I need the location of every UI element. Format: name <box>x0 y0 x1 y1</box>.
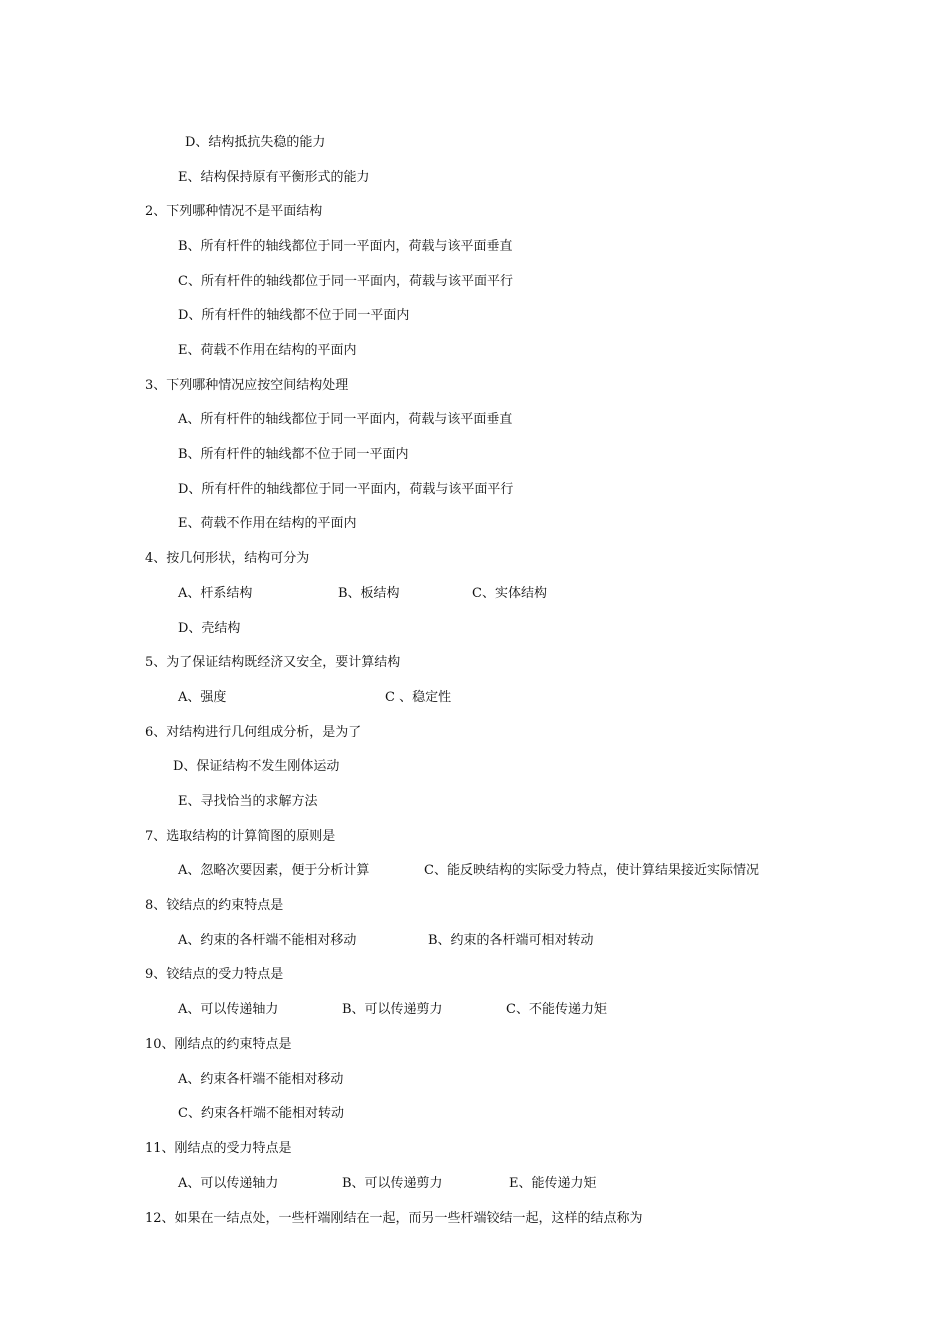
option-text: C、不能传递力矩 <box>506 1002 607 1017</box>
question-text: 11、刚结点的受力特点是 <box>145 1141 292 1156</box>
option-text: E、荷载不作用在结构的平面内 <box>178 343 357 358</box>
question-text: 4、按几何形状，结构可分为 <box>145 551 310 566</box>
option-text: B、可以传递剪力 <box>342 1176 443 1191</box>
option-text: A、约束的各杆端不能相对移动 <box>178 933 357 948</box>
question-text: 3、下列哪种情况应按空间结构处理 <box>145 378 349 393</box>
option-text: A、可以传递轴力 <box>178 1002 279 1017</box>
option-text: C、能反映结构的实际受力特点，使计算结果接近实际情况 <box>424 863 759 878</box>
option-text: C、约束各杆端不能相对转动 <box>178 1106 344 1121</box>
option-text: E、寻找恰当的求解方法 <box>178 794 318 809</box>
option-text: E、荷载不作用在结构的平面内 <box>178 516 357 531</box>
option-text: D、所有杆件的轴线都位于同一平面内，荷载与该平面平行 <box>178 482 514 497</box>
option-text: D、壳结构 <box>178 621 241 636</box>
option-text: D、结构抵抗失稳的能力 <box>185 135 326 150</box>
option-text: B、板结构 <box>338 586 400 601</box>
option-text: E、结构保持原有平衡形式的能力 <box>178 170 370 185</box>
option-text: D、保证结构不发生刚体运动 <box>173 759 340 774</box>
question-text: 5、为了保证结构既经济又安全，要计算结构 <box>145 655 401 670</box>
option-text: A、杆系结构 <box>178 586 253 601</box>
question-text: 6、对结构进行几何组成分析，是为了 <box>145 725 362 740</box>
option-text: A、约束各杆端不能相对移动 <box>178 1072 344 1087</box>
option-text: C、所有杆件的轴线都位于同一平面内，荷载与该平面平行 <box>178 274 513 289</box>
option-text: B、约束的各杆端可相对转动 <box>428 933 594 948</box>
option-text: A、强度 <box>178 690 227 705</box>
option-text: A、所有杆件的轴线都位于同一平面内，荷载与该平面垂直 <box>178 412 513 427</box>
option-text: A、忽略次要因素，便于分析计算 <box>178 863 370 878</box>
question-text: 2、下列哪种情况不是平面结构 <box>145 204 323 219</box>
option-text: B、所有杆件的轴线都不位于同一平面内 <box>178 447 409 462</box>
option-text: D、所有杆件的轴线都不位于同一平面内 <box>178 308 410 323</box>
question-text: 7、选取结构的计算简图的原则是 <box>145 829 336 844</box>
question-text: 10、刚结点的约束特点是 <box>145 1037 292 1052</box>
question-text: 9、铰结点的受力特点是 <box>145 967 284 982</box>
option-text: B、所有杆件的轴线都位于同一平面内，荷载与该平面垂直 <box>178 239 513 254</box>
question-text: 12、如果在一结点处，一些杆端刚结在一起，而另一些杆端铰结一起，这样的结点称为 <box>145 1211 643 1226</box>
option-text: B、可以传递剪力 <box>342 1002 443 1017</box>
option-text: C 、稳定性 <box>385 690 452 705</box>
option-text: A、可以传递轴力 <box>178 1176 279 1191</box>
option-text: E、能传递力矩 <box>509 1176 597 1191</box>
option-text: C、实体结构 <box>472 586 547 601</box>
question-text: 8、铰结点的约束特点是 <box>145 898 284 913</box>
